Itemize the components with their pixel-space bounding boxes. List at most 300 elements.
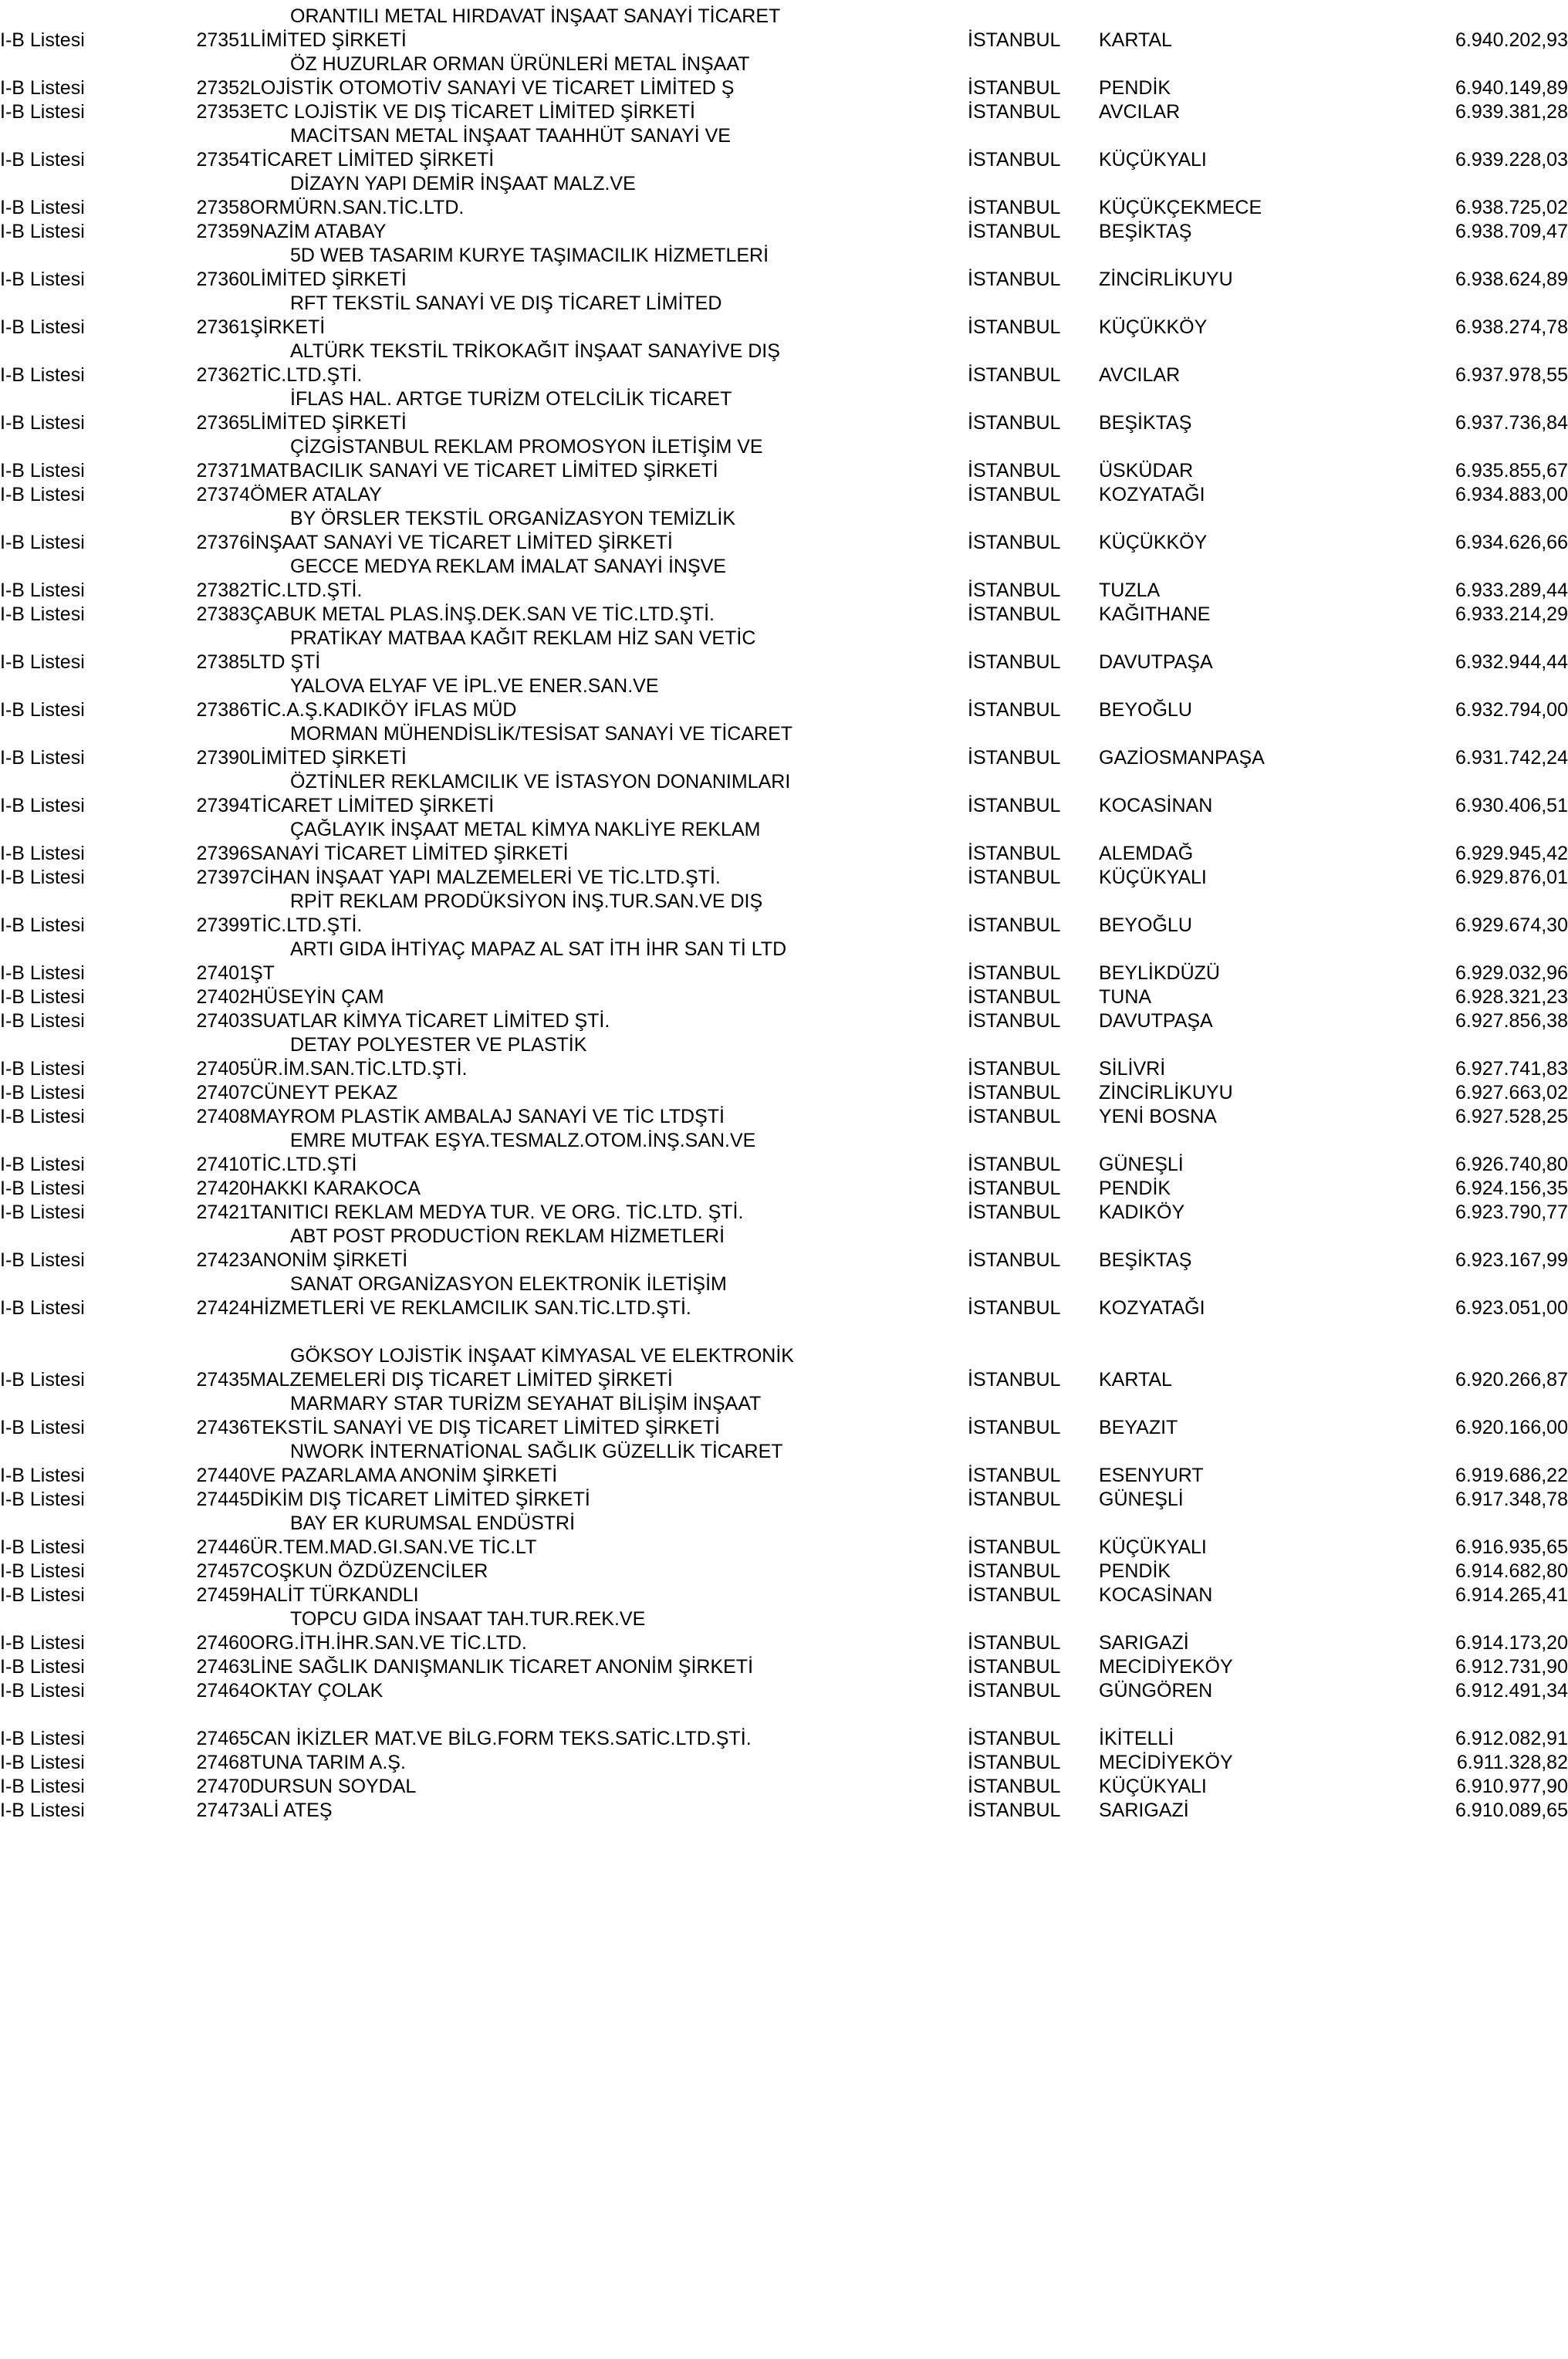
row-number-empty <box>176 1272 250 1296</box>
district-empty <box>1099 938 1377 962</box>
row-number: 27382 <box>196 580 250 601</box>
district: KOCASİNAN <box>1099 1584 1213 1606</box>
list-label: I-B Listesi <box>0 316 85 338</box>
table-row[interactable] <box>0 1631 1568 1655</box>
row-number: 27457 <box>196 1560 250 1582</box>
city: İSTANBUL <box>968 77 1061 99</box>
list-label-empty <box>0 507 176 531</box>
table-row[interactable] <box>0 1057 1568 1081</box>
row-number: 27436 <box>196 1417 250 1438</box>
company-name: MATBACILIK SANAYİ VE TİCARET LİMİTED ŞİRKETİ <box>250 460 718 482</box>
district: BEYLİKDÜZÜ <box>1099 962 1220 984</box>
amount: 6.933.289,44 <box>1455 580 1568 601</box>
district-empty <box>1099 52 1377 76</box>
district: İKİTELLİ <box>1099 1728 1174 1749</box>
table-row[interactable] <box>0 962 1568 985</box>
company-name-wrapped: PRATİKAY MATBAA KAĞIT REKLAM HİZ SAN VETİC <box>290 627 756 649</box>
list-label: I-B Listesi <box>0 1800 85 1821</box>
district-empty <box>1099 292 1377 316</box>
company-name: HÜSEYİN ÇAM <box>250 986 384 1008</box>
table-row[interactable] <box>0 268 1568 292</box>
list-label-empty <box>0 435 176 459</box>
company-name: DURSUN SOYDAL <box>250 1776 417 1797</box>
table-row[interactable] <box>0 1799 1568 1823</box>
amount-empty <box>1377 1033 1568 1057</box>
table-row[interactable] <box>0 1177 1568 1201</box>
company-name: ŞT <box>250 962 275 984</box>
amount: 6.920.166,00 <box>1455 1417 1568 1438</box>
list-label: I-B Listesi <box>0 1154 85 1175</box>
city: İSTANBUL <box>968 843 1061 864</box>
city-empty <box>968 1607 1099 1631</box>
table-row[interactable] <box>0 316 1568 340</box>
company-name-wrapped: MARMARY STAR TURİZM SEYAHAT BİLİŞİM İNŞAAT <box>290 1393 762 1414</box>
list-label: I-B Listesi <box>0 77 85 99</box>
company-name-wrapped: GÖKSOY LOJİSTİK İNŞAAT KİMYASAL VE ELEKTRONİK <box>290 1345 794 1367</box>
list-label: I-B Listesi <box>0 699 85 721</box>
amount: 6.935.855,67 <box>1455 460 1568 482</box>
row-number-empty <box>176 292 250 316</box>
amount: 6.927.528,25 <box>1455 1106 1568 1127</box>
company-name: DİKİM DIŞ TİCARET LİMİTED ŞİRKETİ <box>250 1489 590 1510</box>
amount: 6.923.051,00 <box>1455 1297 1568 1319</box>
table-row[interactable] <box>0 1488 1568 1512</box>
company-name: TANITICI REKLAM MEDYA TUR. VE ORG. TİC.LTD. ŞTİ. <box>250 1201 744 1223</box>
row-number: 27352 <box>196 77 250 99</box>
company-name: MAYROM PLASTİK AMBALAJ SANAYİ VE TİC LTDŞTİ <box>250 1106 725 1127</box>
amount: 6.939.381,28 <box>1455 101 1568 123</box>
spacer-cell <box>968 1320 1099 1344</box>
table-row[interactable] <box>0 866 1568 890</box>
table-row[interactable] <box>0 1368 1568 1392</box>
city: İSTANBUL <box>968 1800 1061 1821</box>
list-label-empty <box>0 340 176 363</box>
list-label: I-B Listesi <box>0 532 85 553</box>
table-row-name-continuation <box>0 1344 1568 1368</box>
row-number: 27460 <box>196 1632 250 1654</box>
list-label-empty <box>0 1225 176 1249</box>
row-number: 27470 <box>196 1776 250 1797</box>
table-row[interactable] <box>0 196 1568 220</box>
amount: 6.927.741,83 <box>1455 1058 1568 1080</box>
district: KÜÇÜKKÖY <box>1099 316 1208 338</box>
row-number: 27371 <box>196 460 250 482</box>
city: İSTANBUL <box>968 1560 1061 1582</box>
amount-empty <box>1377 722 1568 746</box>
list-label: I-B Listesi <box>0 1106 85 1127</box>
table-row[interactable] <box>0 363 1568 387</box>
list-label: I-B Listesi <box>0 1632 85 1654</box>
city: İSTANBUL <box>968 1178 1061 1199</box>
table-row[interactable] <box>0 1536 1568 1560</box>
list-label: I-B Listesi <box>0 1776 85 1797</box>
city: İSTANBUL <box>968 364 1061 386</box>
city-empty <box>968 890 1099 914</box>
table-row[interactable] <box>0 1560 1568 1583</box>
table-row[interactable] <box>0 1727 1568 1751</box>
list-label: I-B Listesi <box>0 1417 85 1438</box>
row-number: 27408 <box>196 1106 250 1127</box>
district: MECİDİYEKÖY <box>1099 1752 1233 1773</box>
table-row-name-continuation <box>0 5 1568 29</box>
amount: 6.923.167,99 <box>1455 1249 1568 1271</box>
district: TUNA <box>1099 986 1152 1008</box>
city-empty <box>968 340 1099 363</box>
district: ZİNCİRLİKUYU <box>1099 269 1233 290</box>
table-row-name-continuation <box>0 387 1568 411</box>
district: KARTAL <box>1099 29 1172 51</box>
row-number: 27473 <box>196 1800 250 1821</box>
table-row[interactable] <box>0 531 1568 555</box>
company-name: TİC.LTD.ŞTİ. <box>250 914 363 936</box>
list-label: I-B Listesi <box>0 1010 85 1032</box>
company-name-wrapped: RFT TEKSTİL SANAYİ VE DIŞ TİCARET LİMİTED <box>290 292 722 314</box>
row-number: 27358 <box>196 197 250 218</box>
company-name-wrapped: ALTÜRK TEKSTİL TRİKOKAĞIT İNŞAAT SANAYİVE DIŞ <box>290 340 780 362</box>
district-empty <box>1099 5 1377 29</box>
amount-empty <box>1377 818 1568 842</box>
row-number-empty <box>176 1607 250 1631</box>
table-row-name-continuation <box>0 1033 1568 1057</box>
company-name: ORG.İTH.İHR.SAN.VE TİC.LTD. <box>250 1632 527 1654</box>
company-name: TİC.LTD.ŞTİ <box>250 1154 357 1175</box>
table-row[interactable] <box>0 1009 1568 1033</box>
row-number-empty <box>176 770 250 794</box>
district: PENDİK <box>1099 1178 1171 1199</box>
company-name-wrapped: ARTI GIDA İHTİYAÇ MAPAZ AL SAT İTH İHR SAN Tİ LTD <box>290 938 787 960</box>
list-label-empty <box>0 1440 176 1464</box>
table-row[interactable] <box>0 1464 1568 1488</box>
table-row[interactable] <box>0 651 1568 674</box>
row-number: 27390 <box>196 747 250 769</box>
company-name-wrapped: EMRE MUTFAK EŞYA.TESMALZ.OTOM.İNŞ.SAN.VE <box>290 1130 756 1151</box>
row-number: 27362 <box>196 364 250 386</box>
city-empty <box>968 938 1099 962</box>
district: AVCILAR <box>1099 101 1181 123</box>
company-name-wrapped: RPİT REKLAM PRODÜKSİYON İNŞ.TUR.SAN.VE DIŞ <box>290 891 763 912</box>
table-row-name-continuation <box>0 1272 1568 1296</box>
district: KOZYATAĞI <box>1099 484 1205 505</box>
city-empty <box>968 507 1099 531</box>
list-label-empty <box>0 52 176 76</box>
table-row[interactable] <box>0 603 1568 627</box>
table-row[interactable] <box>0 1416 1568 1440</box>
list-label: I-B Listesi <box>0 1560 85 1582</box>
row-number: 27402 <box>196 986 250 1008</box>
company-name: ANONİM ŞİRKETİ <box>250 1249 408 1271</box>
district-empty <box>1099 507 1377 531</box>
city-empty <box>968 172 1099 196</box>
table-row-name-continuation <box>0 1225 1568 1249</box>
list-label-empty <box>0 1607 176 1631</box>
amount: 6.931.742,24 <box>1455 747 1568 769</box>
table-row[interactable] <box>0 1751 1568 1775</box>
company-name-wrapped: 5D WEB TASARIM KURYE TAŞIMACILIK HİZMETLERİ <box>290 245 769 266</box>
table-row-name-continuation <box>0 435 1568 459</box>
row-number-empty <box>176 555 250 579</box>
district: ALEMDAĞ <box>1099 843 1194 864</box>
city: İSTANBUL <box>968 1058 1061 1080</box>
table-row[interactable] <box>0 1296 1568 1320</box>
amount-empty <box>1377 387 1568 411</box>
amount: 6.938.709,47 <box>1455 221 1568 242</box>
list-label: I-B Listesi <box>0 1584 85 1606</box>
table-row[interactable] <box>0 985 1568 1009</box>
row-number: 27365 <box>196 412 250 434</box>
district-empty <box>1099 674 1377 698</box>
city: İSTANBUL <box>968 986 1061 1008</box>
district: KAĞITHANE <box>1099 603 1211 625</box>
list-label: I-B Listesi <box>0 460 85 482</box>
list-label-empty <box>0 1392 176 1416</box>
amount: 6.916.935,65 <box>1455 1536 1568 1558</box>
district-empty <box>1099 1272 1377 1296</box>
amount-empty <box>1377 890 1568 914</box>
city: İSTANBUL <box>968 580 1061 601</box>
list-label: I-B Listesi <box>0 867 85 888</box>
amount: 6.912.731,90 <box>1455 1656 1568 1678</box>
district: GÜNEŞLİ <box>1099 1154 1184 1175</box>
list-label: I-B Listesi <box>0 962 85 984</box>
district-empty <box>1099 244 1377 268</box>
amount: 6.929.032,96 <box>1455 962 1568 984</box>
row-number: 27407 <box>196 1082 250 1103</box>
row-number: 27385 <box>196 651 250 673</box>
city-empty <box>968 674 1099 698</box>
spacer-cell <box>250 1703 968 1727</box>
district-empty <box>1099 1033 1377 1057</box>
company-name-wrapped: YALOVA ELYAF VE İPL.VE ENER.SAN.VE <box>290 675 659 697</box>
amount: 6.933.214,29 <box>1455 603 1568 625</box>
company-name: CÜNEYT PEKAZ <box>250 1082 398 1103</box>
table-row-name-continuation <box>0 172 1568 196</box>
table-row[interactable] <box>0 914 1568 938</box>
amount: 6.937.978,55 <box>1455 364 1568 386</box>
city-empty <box>968 387 1099 411</box>
company-name: LOJİSTİK OTOMOTİV SANAYİ VE TİCARET LİMİTED Ş <box>250 77 735 99</box>
district-empty <box>1099 1512 1377 1536</box>
city-empty <box>968 1440 1099 1464</box>
table-row[interactable] <box>0 794 1568 818</box>
row-number-empty <box>176 818 250 842</box>
row-number: 27376 <box>196 532 250 553</box>
spacer-cell <box>1099 1703 1377 1727</box>
table-row[interactable] <box>0 579 1568 603</box>
district: BEYOĞLU <box>1099 914 1192 936</box>
city-empty <box>968 1344 1099 1368</box>
city-empty <box>968 435 1099 459</box>
spacer-cell <box>1377 1703 1568 1727</box>
list-label: I-B Listesi <box>0 580 85 601</box>
district: BEYAZIT <box>1099 1417 1178 1438</box>
row-number-empty <box>176 5 250 29</box>
city: İSTANBUL <box>968 1082 1061 1103</box>
row-number-empty <box>176 1512 250 1536</box>
city-empty <box>968 818 1099 842</box>
row-number: 27360 <box>196 269 250 290</box>
district: YENİ BOSNA <box>1099 1106 1217 1127</box>
city: İSTANBUL <box>968 1632 1061 1654</box>
table-row[interactable] <box>0 1583 1568 1607</box>
company-name: CAN İKİZLER MAT.VE BİLG.FORM TEKS.SATİC.LTD.ŞTİ. <box>250 1728 752 1749</box>
table-row-name-continuation <box>0 555 1568 579</box>
row-number-empty <box>176 1344 250 1368</box>
company-name: ÜR.İM.SAN.TİC.LTD.ŞTİ. <box>250 1058 468 1080</box>
city: İSTANBUL <box>968 1417 1061 1438</box>
amount-empty <box>1377 555 1568 579</box>
list-label-empty <box>0 722 176 746</box>
city-empty <box>968 627 1099 651</box>
company-name: LİMİTED ŞİRKETİ <box>250 747 407 769</box>
list-label-empty <box>0 555 176 579</box>
amount-empty <box>1377 5 1568 29</box>
company-name: TİC.LTD.ŞTİ. <box>250 580 363 601</box>
table-row[interactable] <box>0 411 1568 435</box>
city: İSTANBUL <box>968 1776 1061 1797</box>
row-number: 27359 <box>196 221 250 242</box>
district: KÜÇÜKYALI <box>1099 867 1207 888</box>
table-row[interactable] <box>0 220 1568 244</box>
row-number-empty <box>176 627 250 651</box>
city: İSTANBUL <box>968 867 1061 888</box>
district: TUZLA <box>1099 580 1161 601</box>
city-empty <box>968 1392 1099 1416</box>
district-empty <box>1099 770 1377 794</box>
company-name: HALİT TÜRKANDLI <box>250 1584 419 1606</box>
amount-empty <box>1377 1272 1568 1296</box>
list-label: I-B Listesi <box>0 149 85 171</box>
table-row[interactable] <box>0 1775 1568 1799</box>
district-empty <box>1099 722 1377 746</box>
district: BEYOĞLU <box>1099 699 1192 721</box>
amount: 6.912.082,91 <box>1455 1728 1568 1749</box>
city: İSTANBUL <box>968 1106 1061 1127</box>
district: PENDİK <box>1099 1560 1171 1582</box>
list-label-empty <box>0 1272 176 1296</box>
district-empty <box>1099 555 1377 579</box>
table-row[interactable] <box>0 100 1568 124</box>
company-name: CİHAN İNŞAAT YAPI MALZEMELERİ VE TİC.LTD.ŞTİ. <box>250 867 721 888</box>
table-row-spacer <box>0 1703 1568 1727</box>
amount-empty <box>1377 435 1568 459</box>
amount-empty <box>1377 52 1568 76</box>
city: İSTANBUL <box>968 221 1061 242</box>
district: DAVUTPAŞA <box>1099 651 1213 673</box>
city-empty <box>968 770 1099 794</box>
list-label: I-B Listesi <box>0 1297 85 1319</box>
company-name-wrapped: SANAT ORGANİZASYON ELEKTRONİK İLETİŞİM <box>290 1273 727 1295</box>
list-label-empty <box>0 5 176 29</box>
table-row[interactable] <box>0 1679 1568 1703</box>
city: İSTANBUL <box>968 1656 1061 1678</box>
amount: 6.914.173,20 <box>1455 1632 1568 1654</box>
table-row-name-continuation <box>0 1512 1568 1536</box>
district-empty <box>1099 1344 1377 1368</box>
company-name: COŞKUN ÖZDÜZENCİLER <box>250 1560 488 1582</box>
district: KÜÇÜKYALI <box>1099 1536 1207 1558</box>
amount: 6.940.149,89 <box>1455 77 1568 99</box>
list-label-empty <box>0 770 176 794</box>
table-row-name-continuation <box>0 890 1568 914</box>
list-label: I-B Listesi <box>0 1489 85 1510</box>
company-name: ETC LOJİSTİK VE DIŞ TİCARET LİMİTED ŞİRKETİ <box>250 101 695 123</box>
company-name-wrapped: GECCE MEDYA REKLAM İMALAT SANAYİ İNŞVE <box>290 556 726 577</box>
amount-empty <box>1377 1440 1568 1464</box>
spacer-cell <box>250 1320 968 1344</box>
list-label: I-B Listesi <box>0 101 85 123</box>
table-row[interactable] <box>0 459 1568 483</box>
list-label-empty <box>0 172 176 196</box>
city-empty <box>968 124 1099 148</box>
row-number: 27405 <box>196 1058 250 1080</box>
city: İSTANBUL <box>968 1680 1061 1702</box>
row-number: 27465 <box>196 1728 250 1749</box>
city-empty <box>968 1272 1099 1296</box>
table-row[interactable] <box>0 698 1568 722</box>
row-number-empty <box>176 387 250 411</box>
district: KÜÇÜKKÖY <box>1099 532 1208 553</box>
amount-empty <box>1377 770 1568 794</box>
table-row[interactable] <box>0 76 1568 100</box>
city: İSTANBUL <box>968 460 1061 482</box>
table-row-spacer <box>0 1320 1568 1344</box>
district-empty <box>1099 435 1377 459</box>
table-row[interactable] <box>0 1249 1568 1272</box>
table-row-name-continuation <box>0 52 1568 76</box>
company-name: İNŞAAT SANAYİ VE TİCARET LİMİTED ŞİRKETİ <box>250 532 673 553</box>
row-number-empty <box>176 674 250 698</box>
list-label: I-B Listesi <box>0 986 85 1008</box>
row-number-empty <box>176 124 250 148</box>
row-number: 27383 <box>196 603 250 625</box>
city-empty <box>968 244 1099 268</box>
table-row[interactable] <box>0 1153 1568 1177</box>
debtor-table-body <box>0 5 1568 1823</box>
amount-empty <box>1377 124 1568 148</box>
city-empty <box>968 1033 1099 1057</box>
district: KÜÇÜKYALI <box>1099 1776 1207 1797</box>
company-name-wrapped: BY ÖRSLER TEKSTİL ORGANİZASYON TEMİZLİK <box>290 508 736 529</box>
table-row[interactable] <box>0 148 1568 172</box>
row-number: 27354 <box>196 149 250 171</box>
district: GAZİOSMANPAŞA <box>1099 747 1265 769</box>
district: KÜÇÜKÇEKMECE <box>1099 197 1262 218</box>
table-row[interactable] <box>0 1081 1568 1105</box>
table-row-name-continuation <box>0 938 1568 962</box>
city: İSTANBUL <box>968 101 1061 123</box>
spacer-cell <box>0 1703 176 1727</box>
table-row[interactable] <box>0 1105 1568 1129</box>
list-label: I-B Listesi <box>0 197 85 218</box>
city-empty <box>968 555 1099 579</box>
amount-empty <box>1377 340 1568 363</box>
list-label: I-B Listesi <box>0 412 85 434</box>
table-row[interactable] <box>0 746 1568 770</box>
list-label-empty <box>0 244 176 268</box>
amount-empty <box>1377 507 1568 531</box>
table-row[interactable] <box>0 483 1568 507</box>
table-row[interactable] <box>0 29 1568 52</box>
table-row[interactable] <box>0 1201 1568 1225</box>
city-empty <box>968 722 1099 746</box>
city: İSTANBUL <box>968 603 1061 625</box>
amount: 6.940.202,93 <box>1455 29 1568 51</box>
row-number: 27374 <box>196 484 250 505</box>
table-row[interactable] <box>0 1655 1568 1679</box>
row-number: 27394 <box>196 795 250 816</box>
table-row[interactable] <box>0 842 1568 866</box>
company-name: ÖMER ATALAY <box>250 484 382 505</box>
